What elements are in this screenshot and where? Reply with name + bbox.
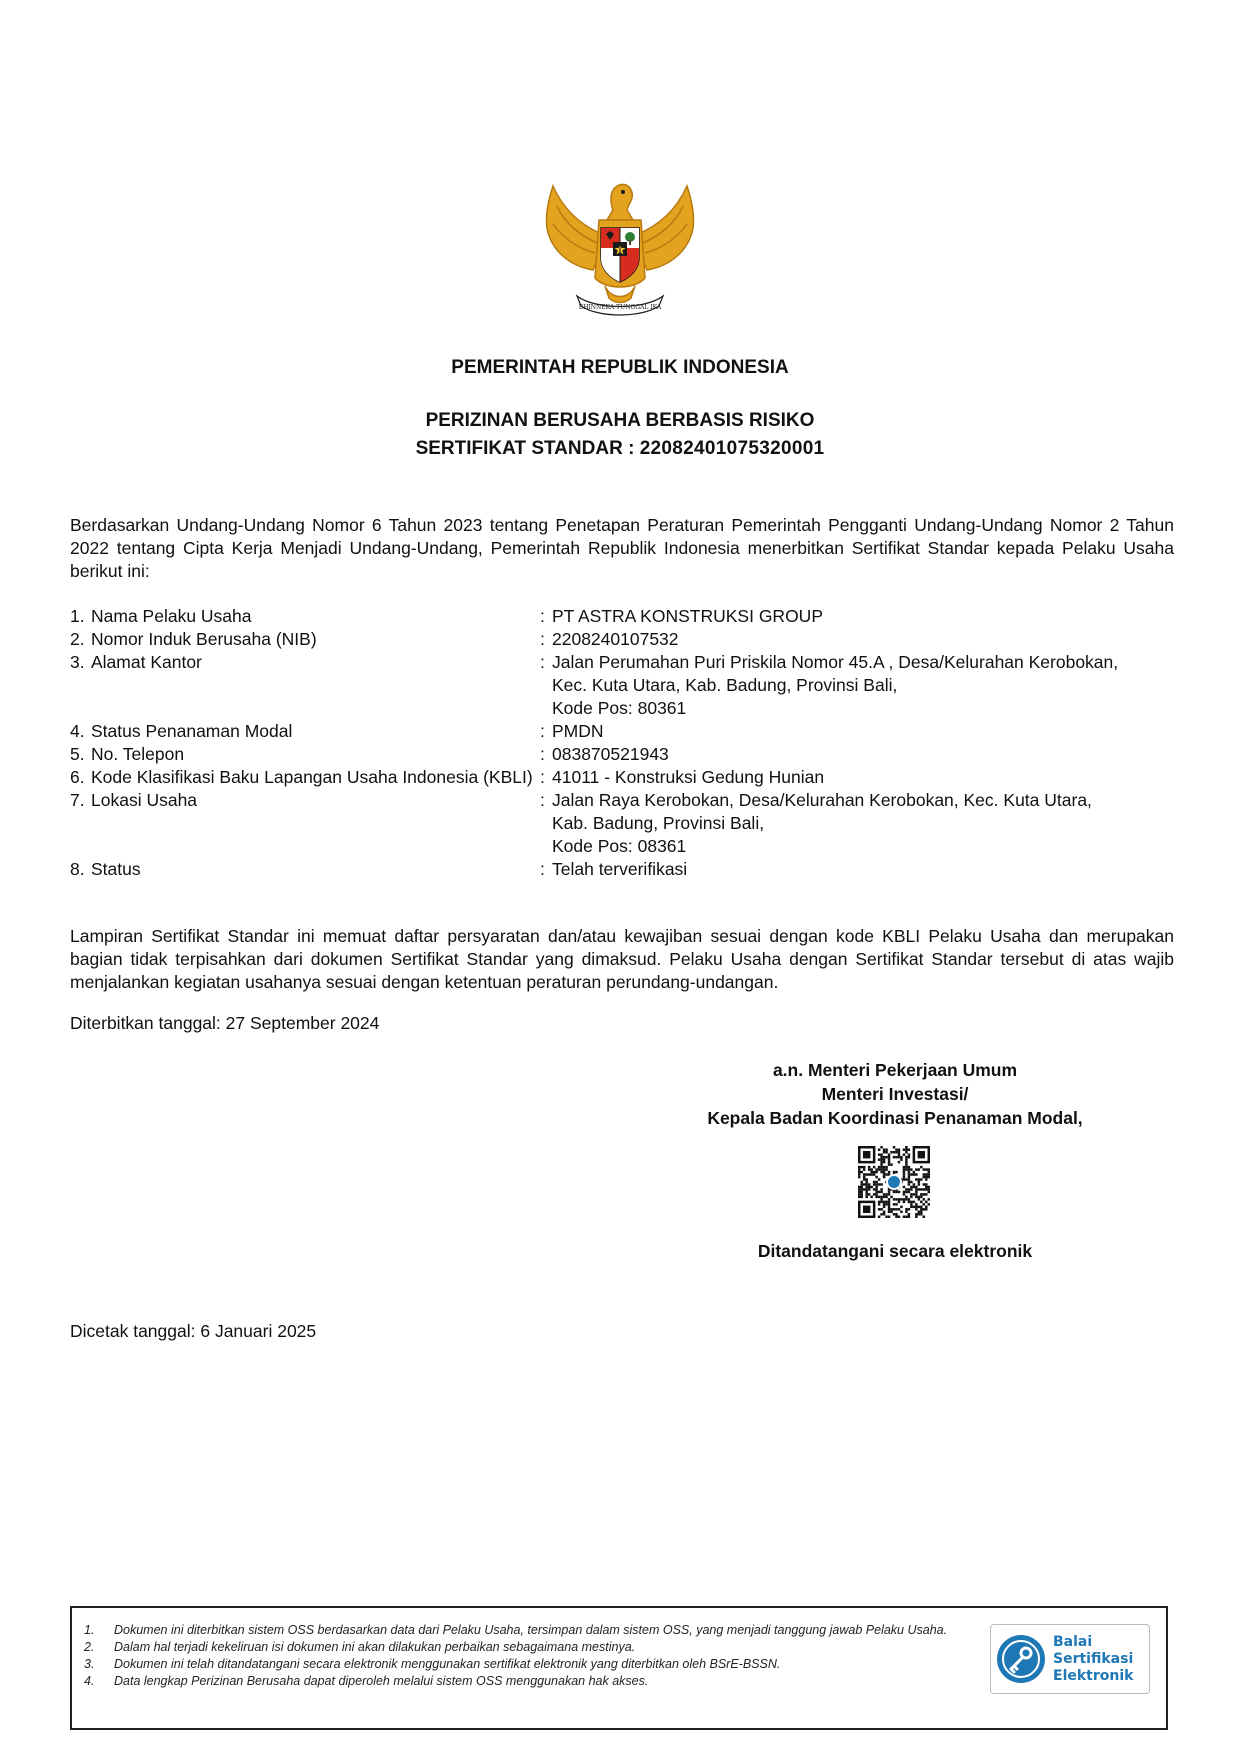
detail-colon: : [540, 767, 545, 787]
tail [605, 286, 635, 303]
qr-code [858, 1146, 930, 1218]
bsre-line-2: Sertifikasi [1053, 1650, 1134, 1667]
detail-value-line: 41011 - Konstruksi Gedung Hunian [552, 767, 825, 787]
detail-label [70, 628, 540, 651]
detail-label [70, 858, 540, 881]
footer-note [84, 1656, 984, 1673]
issued-date: Diterbitkan tanggal: 27 September 2024 [70, 1013, 380, 1033]
printed-date: Dicetak tanggal: 6 Januari 2025 [70, 1321, 317, 1341]
detail-colon: : [540, 652, 545, 672]
detail-row [70, 720, 1174, 743]
detail-number: 7. [70, 790, 85, 810]
footer-note-text: Dokumen ini diterbitkan sistem OSS berdasarkan data dari Pelaku Usaha, tersimpan dalam sistem OSS, yang menjadi tanggung jawab Pelaku Usaha. [114, 1623, 948, 1637]
footer-note [84, 1622, 984, 1639]
detail-number: 5. [70, 744, 85, 764]
footer-note-number: 2. [84, 1640, 95, 1654]
detail-colon: : [540, 744, 545, 764]
business-details [70, 605, 1174, 881]
detail-label-text: Lokasi Usaha [91, 790, 198, 810]
detail-label-text: Nomor Induk Berusaha (NIB) [91, 629, 317, 649]
certificate-label: SERTIFIKAT STANDAR : [415, 438, 635, 459]
garuda-emblem [535, 158, 705, 328]
detail-value [552, 720, 1174, 743]
detail-row [70, 743, 1174, 766]
detail-label [70, 720, 540, 743]
detail-row [70, 628, 1174, 651]
detail-colon: : [540, 629, 545, 649]
detail-label [70, 789, 540, 858]
footer-note [84, 1673, 984, 1690]
detail-row [70, 858, 1174, 881]
government-heading: PEMERINTAH REPUBLIK INDONESIA [451, 357, 789, 378]
closing-paragraph: Lampiran Sertifikat Standar ini memuat daftar persyaratan dan/atau kewajiban sesuai dengan kode KBLI Pelaku Usaha dan merupakan bagian tidak terpisahkan dari dokumen Sertifikat Standar yang dimaksud. Pelaku Usaha dengan Sertifikat Standar tersebut di atas wajib menjalankan kegiatan usahanya sesuai dengan ketentuan peraturan perundang-undangan. [70, 926, 1174, 992]
detail-row [70, 605, 1174, 628]
footer-note-number: 4. [84, 1674, 95, 1688]
detail-row [70, 651, 1174, 720]
detail-number: 1. [70, 606, 85, 626]
detail-label-text: Kode Klasifikasi Baku Lapangan Usaha Indonesia (KBLI) [91, 767, 533, 787]
detail-value-line: Jalan Raya Kerobokan, Desa/Kelurahan Kerobokan, Kec. Kuta Utara, [552, 790, 1092, 810]
detail-label-text: Nama Pelaku Usaha [91, 606, 252, 626]
detail-number: 6. [70, 767, 85, 787]
detail-label-text: Alamat Kantor [91, 652, 202, 672]
detail-value-line: Jalan Perumahan Puri Priskila Nomor 45.A , Desa/Kelurahan Kerobokan, [552, 652, 1119, 672]
detail-label [70, 766, 540, 789]
footer-note-number: 3. [84, 1657, 95, 1671]
signatory-block [640, 1058, 1150, 1130]
detail-value [552, 858, 1174, 881]
intro-paragraph: Berdasarkan Undang-Undang Nomor 6 Tahun 2023 tentang Penetapan Peraturan Pemerintah Pengganti Undang-Undang Nomor 2 Tahun 2022 tentang Cipta Kerja Menjadi Undang-Undang, Pemerintah Republik Indonesia menerbitkan Sertifikat Standar kepada Pelaku Usaha berikut ini: [70, 515, 1174, 581]
detail-label [70, 605, 540, 628]
detail-number: 4. [70, 721, 85, 741]
detail-value-line: Kab. Badung, Provinsi Bali, [552, 813, 765, 833]
detail-value [552, 605, 1174, 628]
signatory-line-3: Kepala Badan Koordinasi Penanaman Modal, [707, 1108, 1083, 1128]
detail-label [70, 651, 540, 720]
head [607, 184, 633, 220]
detail-label [70, 743, 540, 766]
permit-title: PERIZINAN BERUSAHA BERBASIS RISIKO [425, 410, 815, 431]
footer-note-number: 1. [84, 1623, 95, 1637]
footer-note-text: Dalam hal terjadi kekeliruan isi dokumen ini akan dilakukan perbaikan sebagaimana mestinya. [114, 1640, 636, 1654]
detail-value-line: Kode Pos: 80361 [552, 698, 687, 718]
detail-colon: : [540, 790, 545, 810]
detail-value [552, 743, 1174, 766]
electronic-signature-note: Ditandatangani secara elektronik [757, 1241, 1033, 1261]
detail-colon: : [540, 721, 545, 741]
signatory-line-1: a.n. Menteri Pekerjaan Umum [772, 1060, 1018, 1080]
detail-value [552, 628, 1174, 651]
detail-value [552, 789, 1174, 858]
detail-number: 3. [70, 652, 85, 672]
detail-label-text: Status [91, 859, 141, 879]
detail-label-text: Status Penanaman Modal [91, 721, 293, 741]
detail-value [552, 651, 1174, 720]
bsre-line-1: Balai [1053, 1633, 1093, 1650]
bsre-key-icon [995, 1633, 1047, 1685]
detail-value-line: Kode Pos: 08361 [552, 836, 687, 856]
detail-value-line: 083870521943 [552, 744, 669, 764]
footer-notes [84, 1622, 984, 1690]
detail-row [70, 789, 1174, 858]
detail-colon: : [540, 859, 545, 879]
detail-value-line: 2208240107532 [552, 629, 679, 649]
detail-value [552, 766, 1174, 789]
detail-value-line: Kec. Kuta Utara, Kab. Badung, Provinsi Bali, [552, 675, 898, 695]
detail-colon: : [540, 606, 545, 626]
certificate-number: 22082401075320001 [639, 438, 825, 459]
detail-value-line: PMDN [552, 721, 604, 741]
footer-notes-box [70, 1606, 1168, 1730]
detail-number: 8. [70, 859, 85, 879]
detail-number: 2. [70, 629, 85, 649]
bsre-logo [990, 1624, 1150, 1694]
detail-row [70, 766, 1174, 789]
signatory-line-2: Menteri Investasi/ [821, 1084, 969, 1104]
detail-label-text: No. Telepon [91, 744, 185, 764]
detail-value-line: Telah terverifikasi [552, 859, 688, 879]
footer-note-text: Dokumen ini telah ditandatangani secara elektronik menggunakan sertifikat elektronik yang diterbitkan oleh BSrE-BSSN. [114, 1657, 781, 1671]
footer-note-text: Data lengkap Perizinan Berusaha dapat diperoleh melalui sistem OSS menggunakan hak akses. [114, 1674, 649, 1688]
footer-note [84, 1639, 984, 1656]
motto-text: BHINNEKA TUNGGAL IKA [578, 304, 662, 311]
bsre-line-3: Elektronik [1053, 1667, 1134, 1684]
certificate-heading [0, 438, 1240, 460]
detail-value-line: PT ASTRA KONSTRUKSI GROUP [552, 606, 823, 626]
